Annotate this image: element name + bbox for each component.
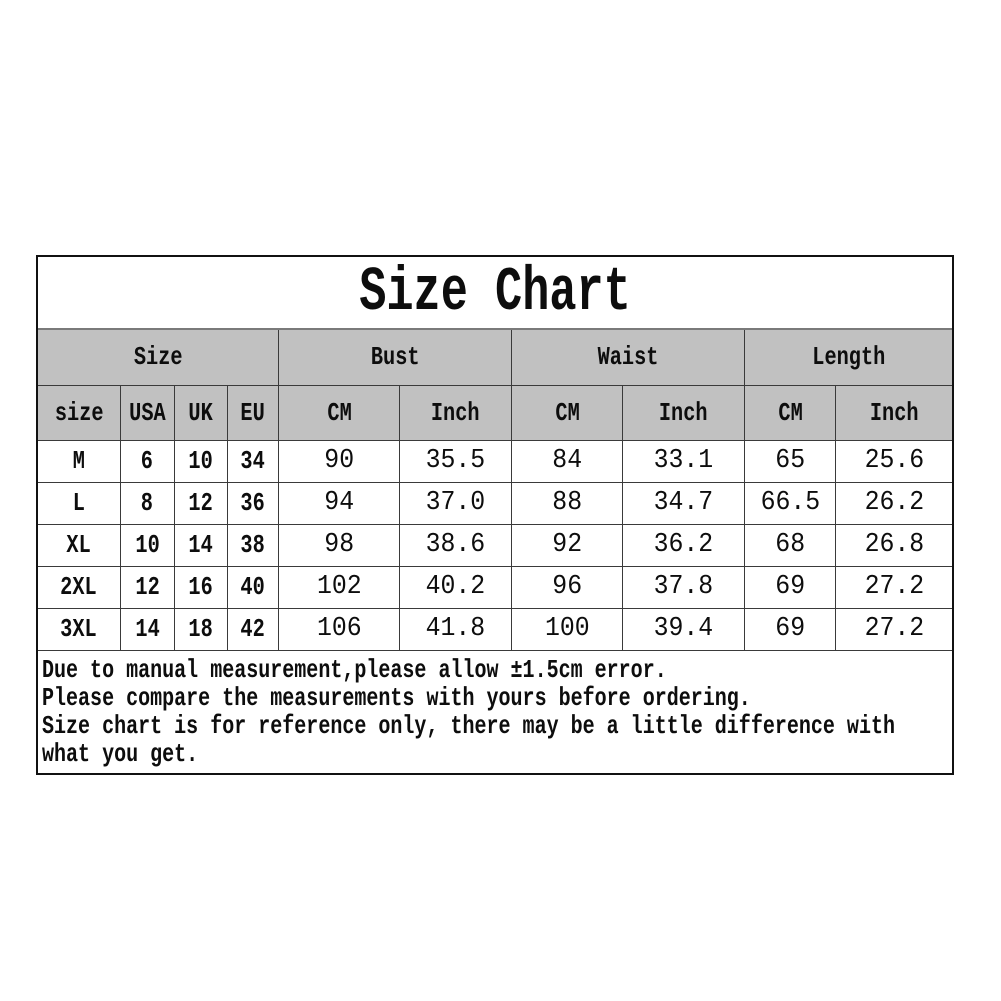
table-cell — [227, 566, 278, 608]
table-cell-value: 40 — [240, 572, 265, 602]
table-cell-value: 14 — [188, 530, 213, 560]
page-title: Size Chart — [359, 257, 631, 328]
table-cell — [38, 524, 120, 566]
column-header-bust-inch-label: Inch — [431, 397, 480, 428]
table-cell-value: 26.8 — [864, 530, 924, 560]
table-cell — [836, 608, 952, 650]
table-cell-value: 16 — [188, 572, 213, 602]
size-table-body — [38, 440, 952, 650]
table-cell-value: 100 — [544, 614, 590, 644]
group-header-waist-label: Waist — [597, 342, 659, 373]
table-cell — [227, 608, 278, 650]
table-cell-value: 96 — [552, 572, 583, 602]
table-cell — [511, 566, 623, 608]
table-cell — [511, 440, 623, 482]
table-cell-value: 88 — [552, 488, 583, 518]
size-chart-title-row — [38, 257, 952, 330]
table-cell — [511, 608, 623, 650]
table-cell-value: 68 — [775, 530, 806, 560]
table-cell-value: 35.5 — [425, 446, 486, 476]
table-cell — [120, 566, 174, 608]
group-header-bust-label: Bust — [370, 342, 420, 373]
size-chart-sheet — [36, 255, 954, 775]
column-header-bust-cm-label: CM — [326, 397, 352, 428]
note-line: Due to manual measurement,please allow ±1.5cm error. — [42, 654, 667, 685]
table-cell-value: 14 — [135, 614, 160, 644]
group-header-size — [38, 330, 278, 385]
column-header-uk — [174, 385, 227, 440]
column-header-waist-cm-label: CM — [554, 397, 580, 428]
table-cell — [744, 566, 835, 608]
table-cell — [836, 482, 952, 524]
table-cell — [227, 482, 278, 524]
table-cell-value: 102 — [316, 572, 362, 602]
table-cell-value: 37.0 — [425, 488, 486, 518]
table-cell-value: M — [72, 446, 85, 476]
column-header-length-cm-label: CM — [777, 397, 803, 428]
table-cell-value: 12 — [188, 488, 213, 518]
table-cell — [400, 440, 512, 482]
table-cell-value: 84 — [552, 446, 583, 476]
table-cell-value: L — [72, 488, 85, 518]
table-row — [38, 566, 952, 608]
group-header-size-label: Size — [133, 342, 183, 373]
table-cell-value: 65 — [775, 446, 806, 476]
table-cell — [836, 566, 952, 608]
table-cell — [400, 524, 512, 566]
table-cell-value: 36 — [240, 488, 265, 518]
table-cell — [278, 524, 400, 566]
group-header-length-label: Length — [811, 342, 885, 373]
table-cell — [744, 482, 835, 524]
table-cell-value: 36.2 — [653, 530, 714, 560]
group-header-row — [38, 330, 952, 385]
table-cell-value: XL — [66, 530, 92, 560]
size-table-header — [38, 330, 952, 440]
table-cell-value: 38 — [240, 530, 265, 560]
column-header-waist-inch — [623, 385, 745, 440]
table-cell — [744, 440, 835, 482]
column-header-waist-cm — [511, 385, 623, 440]
note-line: Please compare the measurements with yours before ordering. — [42, 682, 751, 713]
table-cell — [836, 440, 952, 482]
column-header-length-cm — [744, 385, 835, 440]
column-header-length-inch-label: Inch — [869, 397, 919, 428]
table-cell-value: 69 — [775, 572, 806, 602]
table-cell — [120, 440, 174, 482]
table-cell — [623, 482, 745, 524]
table-cell-value: 27.2 — [864, 614, 924, 644]
column-header-length-inch — [836, 385, 952, 440]
table-cell — [174, 608, 227, 650]
measurement-notes — [38, 651, 952, 774]
table-cell — [278, 440, 400, 482]
note-line: what you get. — [42, 738, 199, 769]
table-cell-value: 34 — [240, 446, 265, 476]
table-cell — [38, 608, 120, 650]
table-cell — [836, 524, 952, 566]
table-cell — [278, 608, 400, 650]
size-table — [38, 330, 952, 651]
table-cell — [400, 566, 512, 608]
column-header-bust-cm — [278, 385, 400, 440]
group-header-length — [744, 330, 952, 385]
table-cell-value: 42 — [240, 614, 265, 644]
table-row — [38, 608, 952, 650]
table-cell — [174, 566, 227, 608]
table-cell-value: 39.4 — [653, 614, 714, 644]
table-cell-value: 26.2 — [864, 488, 924, 518]
table-cell — [174, 482, 227, 524]
table-cell-value: 66.5 — [760, 488, 820, 518]
table-cell-value: 18 — [188, 614, 213, 644]
table-cell — [400, 608, 512, 650]
table-cell — [623, 524, 745, 566]
column-header-usa — [120, 385, 174, 440]
table-cell — [227, 440, 278, 482]
table-cell-value: 106 — [316, 614, 362, 644]
table-cell-value: 12 — [135, 572, 160, 602]
column-header-size — [38, 385, 120, 440]
table-cell — [120, 524, 174, 566]
column-header-waist-inch-label: Inch — [659, 397, 709, 428]
table-cell — [623, 608, 745, 650]
column-header-uk-label: UK — [188, 397, 213, 428]
table-cell-value: 34.7 — [653, 488, 714, 518]
table-cell — [120, 482, 174, 524]
table-cell — [38, 440, 120, 482]
table-cell-value: 6 — [141, 446, 154, 476]
column-header-usa-label: USA — [128, 397, 166, 428]
table-row — [38, 440, 952, 482]
group-header-waist — [511, 330, 744, 385]
table-cell — [174, 440, 227, 482]
column-header-eu-label: EU — [240, 397, 265, 428]
table-cell-value: 25.6 — [864, 446, 924, 476]
table-cell-value: 94 — [324, 488, 355, 518]
table-cell — [174, 524, 227, 566]
table-cell-value: 27.2 — [864, 572, 924, 602]
table-cell — [511, 482, 623, 524]
column-header-eu — [227, 385, 278, 440]
table-cell-value: 10 — [188, 446, 213, 476]
table-cell — [400, 482, 512, 524]
table-cell — [38, 566, 120, 608]
table-cell — [120, 608, 174, 650]
table-cell — [623, 440, 745, 482]
table-cell-value: 8 — [141, 488, 154, 518]
table-cell — [744, 524, 835, 566]
table-cell-value: 69 — [775, 614, 806, 644]
table-cell-value: 37.8 — [653, 572, 714, 602]
table-cell — [511, 524, 623, 566]
table-cell-value: 2XL — [60, 572, 98, 602]
table-cell-value: 90 — [324, 446, 355, 476]
table-cell-value: 10 — [135, 530, 160, 560]
column-header-row — [38, 385, 952, 440]
column-header-size-label: size — [54, 397, 104, 428]
table-cell-value: 38.6 — [425, 530, 486, 560]
table-cell-value: 92 — [552, 530, 583, 560]
table-cell — [744, 608, 835, 650]
table-cell-value: 41.8 — [425, 614, 486, 644]
table-cell — [278, 566, 400, 608]
table-cell — [278, 482, 400, 524]
table-row — [38, 482, 952, 524]
note-line: Size chart is for reference only, there may be a little difference with — [42, 710, 895, 741]
group-header-bust — [278, 330, 511, 385]
column-header-bust-inch — [400, 385, 512, 440]
table-cell-value: 98 — [324, 530, 355, 560]
table-cell — [227, 524, 278, 566]
table-cell-value: 3XL — [60, 614, 98, 644]
table-cell — [623, 566, 745, 608]
table-cell-value: 40.2 — [425, 572, 486, 602]
table-cell — [38, 482, 120, 524]
table-row — [38, 524, 952, 566]
table-cell-value: 33.1 — [653, 446, 714, 476]
